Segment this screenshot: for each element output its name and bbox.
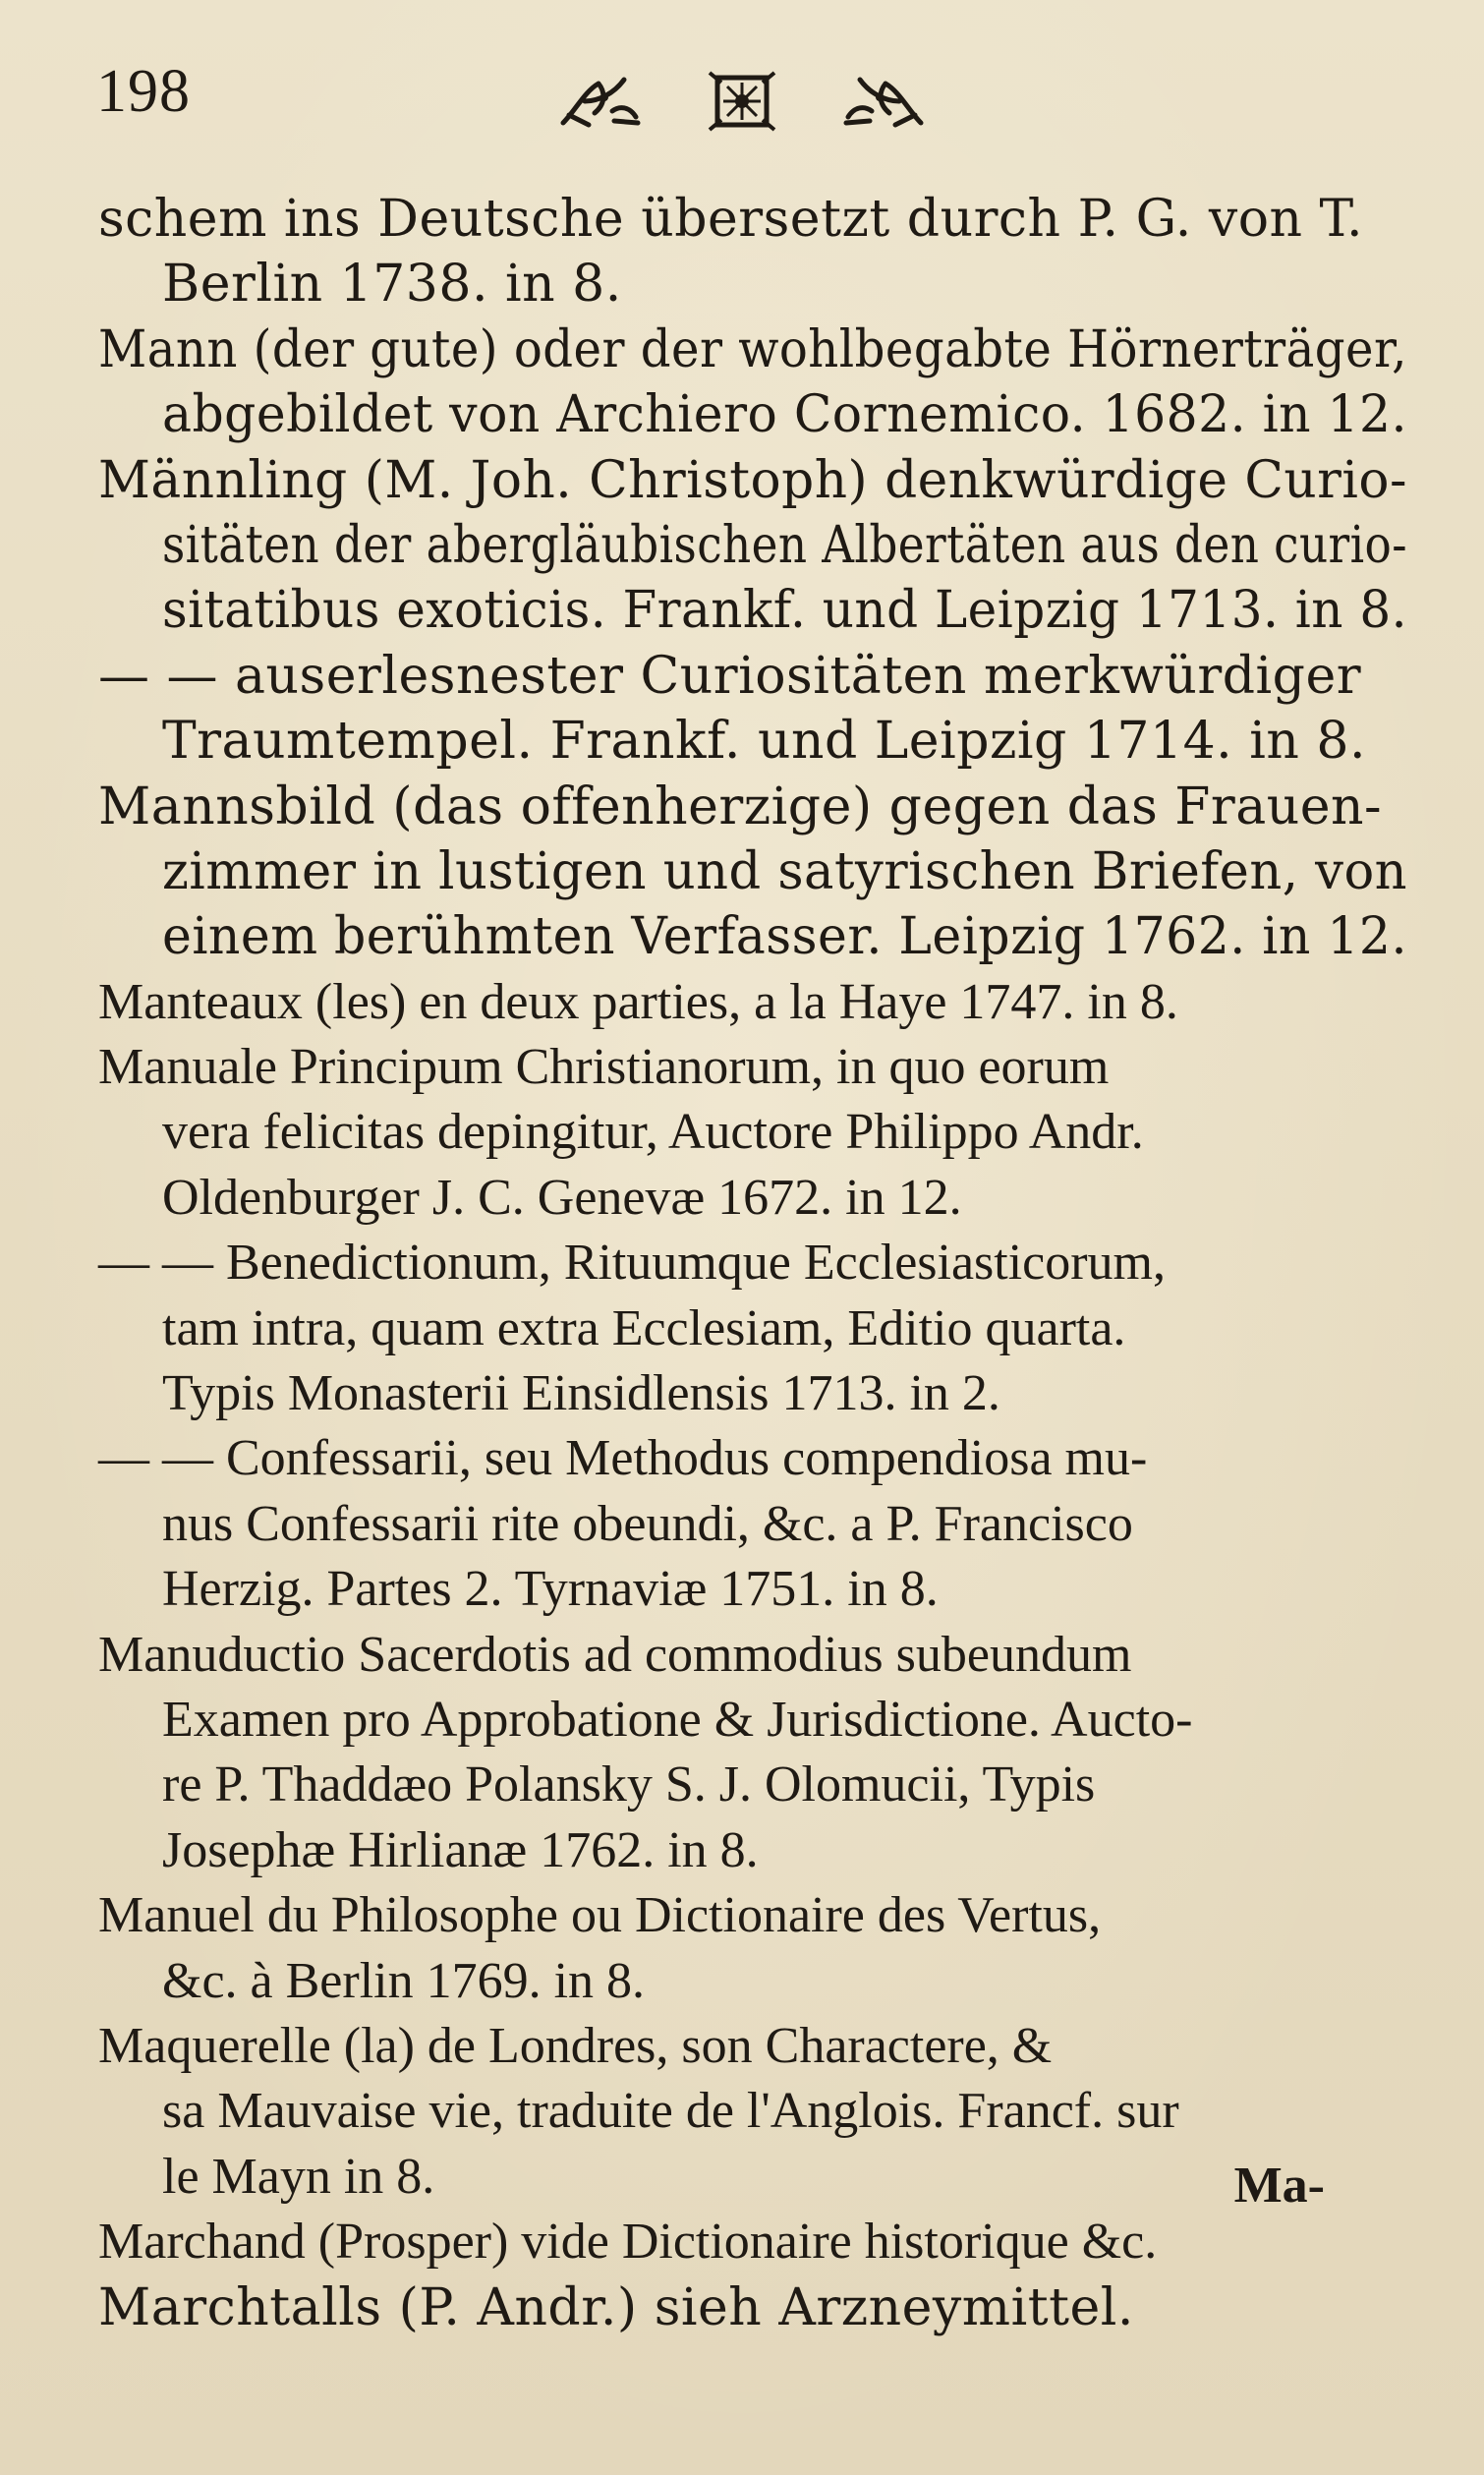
entry-first-line [0,1231,1484,1295]
catchword: Ma- [1233,2158,1325,2214]
entry-continuation-line [0,904,1484,969]
entry-text: Josephæ Hirlianæ 1762. in 8. [162,1821,759,1878]
entry-continuation-line [0,709,1484,774]
entry-continuation-line [0,1557,1484,1622]
entry-text: nus Confessarii rite obeundi, &c. a P. Francisco [162,1495,1133,1552]
bibliography-entry [0,775,1484,970]
bibliography-entry [0,1883,1484,2014]
entry-text: Herzig. Partes 2. Tyrnaviæ 1751. in 8. [162,1561,939,1618]
entry-text: abgebildet von Archiero Cornemico. 1682. in 12. [162,385,1408,445]
entry-text: Typis Monasterii Einsidlensis 1713. in 2. [162,1365,1000,1422]
entry-text: einem berühmten Verfasser. Leipzig 1762. in 12. [162,907,1407,967]
entry-text: &c. à Berlin 1769. in 8. [162,1952,646,2009]
bibliography-entry [0,2275,1484,2340]
entry-text: Marchand (Prosper) vide Dictionaire historique &c. [98,2214,1158,2271]
page-number: 198 [96,58,191,125]
entry-continuation-line [0,252,1484,317]
bibliography-entry [0,317,1484,448]
entry-first-line [0,644,1484,709]
entry-continuation-line [0,1818,1484,1883]
printer-ornament-center-icon [708,69,776,134]
entry-continuation-line [0,1361,1484,1426]
page-header [0,57,1484,145]
entry-text: schem ins Deutsche übersetzt durch P. G. von T. [98,190,1364,249]
entry-continuation-line [0,578,1484,643]
entry-text: re P. Thaddæo Polansky S. J. Olomucii, Typis [162,1756,1096,1813]
entry-first-line [0,187,1484,252]
header-ornament [555,67,929,136]
entry-first-line [0,1035,1484,1100]
entry-continuation-line [0,1492,1484,1557]
entry-text: Mannsbild (das offenherzige) gegen das Frauen- [98,777,1383,836]
bibliography-entry [0,644,1484,775]
entry-continuation-line [0,1296,1484,1361]
entry-continuation-line [0,1100,1484,1165]
printer-ornament-right-icon [840,72,929,131]
entry-first-line [0,2210,1484,2274]
entry-text: sitatibus exoticis. Frankf. und Leipzig 1713. in 8. [162,581,1407,641]
entry-text: Examen pro Approbatione & Jurisdictione. Aucto- [162,1691,1193,1748]
entry-continuation-line [0,2079,1484,2144]
entry-first-line [0,2014,1484,2079]
entry-text: Traumtempel. Frankf. und Leipzig 1714. in 8. [162,712,1366,772]
bibliography-entry [0,187,1484,317]
entry-text: Maquerelle (la) de Londres, son Charactere, & [98,2017,1053,2074]
entry-first-line [0,1883,1484,1948]
entry-first-line [0,775,1484,839]
entry-text: zimmer in lustigen und satyrischen Briefen, von [162,841,1408,901]
entry-text: Oldenburger J. C. Genevæ 1672. in 12. [162,1169,962,1226]
entry-text: Manuductio Sacerdotis ad commodius subeundum [98,1626,1132,1683]
entry-continuation-line [0,1688,1484,1753]
entry-first-line [0,1426,1484,1491]
entry-text: vera felicitas depingitur, Auctore Philippo Andr. [162,1104,1144,1161]
entry-text: — — auserlesnester Curiositäten merkwürdiger [98,646,1362,706]
bibliography-entry [0,1231,1484,1426]
bibliography-entry [0,2210,1484,2274]
entry-text: sitäten der abergläubischen Albertäten aus den curio- [162,515,1408,575]
bibliography-entry [0,970,1484,1035]
entry-first-line [0,1623,1484,1688]
bibliography-entry [0,1623,1484,1884]
bibliography-entry [0,1426,1484,1622]
entry-text: Männling (M. Joh. Christoph) denkwürdige Curio- [98,450,1408,510]
entry-text: Manuel du Philosophe ou Dictionaire des Vertus, [98,1887,1102,1944]
entry-text: — — Benedictionum, Rituumque Ecclesiasticorum, [98,1235,1167,1292]
entry-first-line [0,970,1484,1035]
entry-first-line [0,448,1484,513]
entry-continuation-line [0,382,1484,447]
entry-text: Berlin 1738. in 8. [162,255,622,315]
printer-ornament-left-icon [555,72,644,131]
entry-text: le Mayn in 8. [162,2148,435,2205]
entry-continuation-line [0,1753,1484,1817]
entry-text: sa Mauvaise vie, traduite de l'Anglois. Francf. sur [162,2083,1179,2140]
bibliography-entry [0,448,1484,644]
entry-first-line [0,317,1484,382]
entry-text: Manteaux (les) en deux parties, a la Haye 1747. in 8. [98,973,1178,1030]
entry-continuation-line [0,513,1484,578]
bibliography-entries [0,187,1484,2340]
entry-text: Manuale Principum Christianorum, in quo eorum [98,1039,1110,1096]
entry-continuation-line [0,1166,1484,1231]
entry-continuation-line [0,1949,1484,2014]
bibliography-entry [0,1035,1484,1231]
entry-text: tam intra, quam extra Ecclesiam, Editio quarta. [162,1299,1126,1356]
entry-first-line [0,2275,1484,2340]
entry-text: — — Confessarii, seu Methodus compendiosa mu- [98,1430,1148,1487]
entry-text: Marchtalls (P. Andr.) sieh Arzneymittel. [98,2277,1134,2337]
entry-text: Mann (der gute) oder der wohlbegabte Hörnerträger, [98,319,1407,379]
entry-continuation-line [0,839,1484,904]
